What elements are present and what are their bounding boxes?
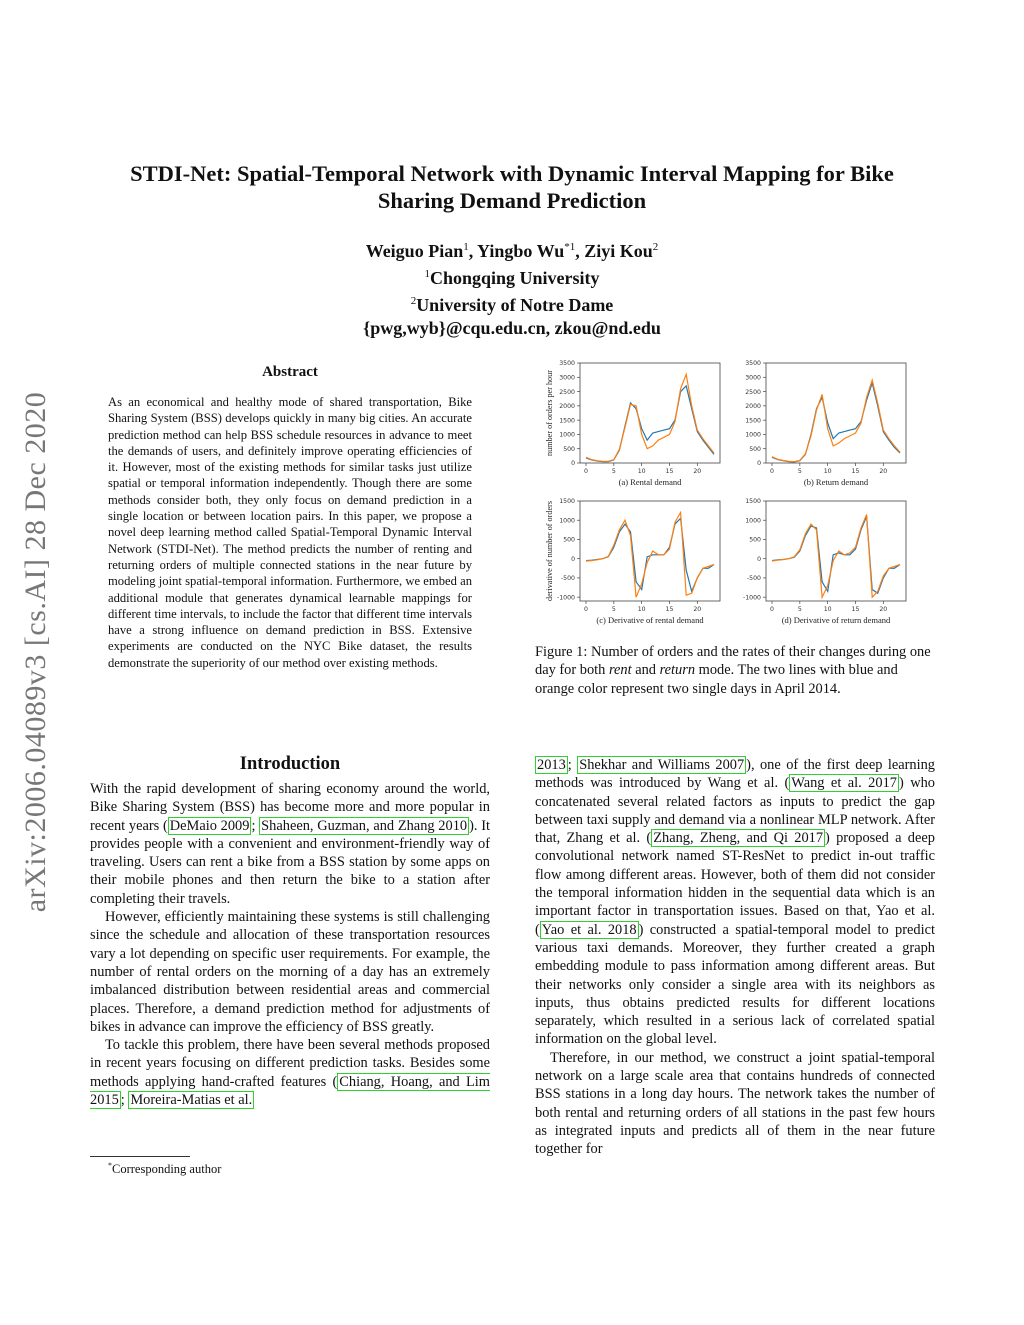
text-run: ) who concatenated several related factors as inputs to predict the gap between taxi supply and demand via a nonlinear MLP network. After that, Zhang et al. ( — [535, 775, 935, 847]
plot-frame — [766, 363, 906, 463]
caption-italic-return: return — [659, 662, 696, 679]
x-tick-label: 0 — [770, 606, 774, 613]
citation-link[interactable]: Yao et al. 2018 — [541, 921, 637, 938]
y-tick-label: 2500 — [745, 388, 761, 396]
y-tick-label: 1000 — [745, 517, 761, 525]
x-tick-label: 10 — [823, 468, 832, 475]
x-tick-label: 15 — [665, 468, 674, 475]
text-run: ) proposed a deep convolutional network named ST-ResNet to predict in-out traffic flow among different areas. However, both of them did not consider the temporal information hidden in the sequential data which is an important factor in transportation issues. Based on that, Yao et al. ( — [535, 830, 935, 938]
abstract-text: As an economical and healthy mode of shared transportation, Bike Sharing System (BSS) develops quickly in many big cities. An accurate prediction method can help BSS schedule resources in advance to meet the demands of users, and definitely improve operating efficiencies of it. However, most of the existing methods for similar tasks just utilize spatial or temporal information independently. Though there are some methods consider both, they only focus on demand prediction in a single location or between location pairs. In this paper, we propose a novel deep learning method called Spatial-Temporal Dynamic Interval Network (STDI-Net). The method predicts the number of renting and returning orders of multiple connected stations in the near future by modeling joint spatial-temporal information. Furthermore, we embed an additional module that generates dynamical learnable mappings for different time intervals, to include the factor that different time intervals have a strong influence on demand prediction in BSS. Extensive experiments are conducted on the NYC Bike dataset, the results demonstrate the superiority of our method over existing methods. — [108, 395, 472, 670]
y-axis-label: number of orders per hour — [545, 370, 554, 456]
y-tick-label: 3500 — [559, 360, 575, 368]
title-line-2: Sharing Demand Prediction — [377, 188, 647, 213]
author-block — [80, 236, 944, 340]
text-run: and — [631, 662, 660, 679]
y-tick-label: 1500 — [559, 498, 575, 506]
affiliation-2-name: University of Notre Dame — [416, 295, 614, 315]
x-tick-label: 20 — [879, 606, 888, 613]
y-tick-label: 3000 — [559, 374, 575, 382]
chart-panel — [745, 360, 906, 487]
intro-paragraph-1 — [90, 780, 490, 908]
text-run: mode. The two lines with blue and orange color represent two single days in April 2014. — [535, 662, 898, 697]
text-run: ) constructed a spatial-temporal model to predict various taxi demands. Moreover, they further created a graph embedding module to pass information among different areas. But their networks only consider a single area with its neighbors as inputs, thus obtains predicted results for different locations separately, which resulted in a serious lack of correlated spatial information on the global level. — [535, 921, 935, 1048]
figure-1-caption — [535, 643, 935, 698]
x-tick-label: 0 — [584, 468, 588, 475]
figure-1-plots — [540, 355, 940, 630]
author-emails: {pwg,wyb}@cqu.edu.cn, zkou@nd.edu — [363, 318, 661, 338]
y-tick-label: 0 — [757, 460, 761, 468]
series-line — [772, 383, 900, 462]
affiliation-2-sup: 2 — [410, 295, 417, 307]
series-line — [586, 518, 714, 591]
author-1: Weiguo Pian — [365, 241, 464, 261]
citation-link[interactable]: 2013 — [537, 757, 566, 773]
x-tick-label: 15 — [851, 468, 860, 475]
y-tick-label: 3500 — [745, 360, 761, 368]
text-run: To tackle this problem, there have been several methods proposed in recent years focusing on different prediction tasks. Besides some methods applying hand-crafted features ( — [90, 1037, 490, 1090]
citation-link[interactable]: DeMaio 2009 — [169, 817, 250, 834]
text-run: ; — [251, 817, 260, 834]
footnote — [108, 1161, 221, 1177]
x-tick-label: 5 — [797, 606, 802, 613]
x-tick-label: 5 — [611, 468, 616, 475]
title-line-1: STDI-Net: Spatial-Temporal Network with Dynamic Interval Mapping for Bike — [130, 161, 894, 186]
y-tick-label: 500 — [749, 445, 761, 453]
y-tick-label: 2000 — [559, 403, 575, 411]
x-tick-label: 10 — [637, 606, 646, 613]
y-tick-label: -500 — [560, 575, 575, 583]
y-tick-label: 1500 — [559, 417, 575, 425]
affiliation-1-name: Chongqing University — [429, 268, 600, 288]
text-run: ; — [120, 1092, 129, 1109]
author-names: Weiguo Pian$^1$, Yingbo Wu$^{*1}$, Ziyi Kou$^2$ — [365, 241, 659, 261]
affiliation-2 — [80, 290, 944, 317]
left-column — [90, 780, 490, 1109]
affiliation-1-sup: 1 — [424, 268, 430, 280]
citation-link[interactable]: Shekhar and Williams 2007 — [579, 757, 745, 773]
figure-1 — [540, 355, 940, 630]
subplot-caption: (d) Derivative of return demand — [781, 615, 891, 625]
series-line — [586, 513, 714, 598]
text-run: ). It provides people with a convenient and environment-friendly way of traveling. Users can rent a bike from a BSS station by some apps on their mobile phones and then return the bike to a station after completing their travels. — [90, 817, 490, 907]
x-tick-label: 20 — [693, 606, 702, 613]
x-tick-label: 20 — [879, 468, 888, 475]
plot-frame — [580, 501, 720, 601]
y-tick-label: 500 — [563, 536, 575, 544]
right-paragraph-2: Therefore, in our method, we construct a joint spatial-temporal network on a large scale area that contains hundreds of connected BSS stations in a long day hours. The network takes the number of both rental and returning orders of all stations in the past few hours as integrated inputs and predicts all of them in the near future together for — [535, 1049, 935, 1158]
chart-panel — [743, 498, 906, 625]
series-line — [586, 386, 714, 462]
x-tick-label: 20 — [693, 468, 702, 475]
abstract-heading: Abstract — [262, 364, 318, 380]
right-paragraph-1 — [535, 756, 935, 1049]
affiliation-1 — [80, 263, 944, 290]
x-tick-label: 5 — [797, 468, 802, 475]
author-2-sup: *1 — [564, 241, 576, 253]
chart-panel — [545, 360, 720, 487]
author-3: Ziyi Kou — [584, 241, 653, 261]
citation-link[interactable]: Wang et al. 2017 — [791, 775, 897, 792]
subplot-caption: (b) Return demand — [803, 477, 869, 487]
plot-frame — [766, 501, 906, 601]
x-tick-label: 10 — [823, 606, 832, 613]
paper-title — [80, 160, 944, 214]
y-tick-label: 1000 — [559, 431, 575, 439]
footnote-text: Corresponding author — [112, 1162, 222, 1177]
y-tick-label: 0 — [571, 460, 575, 468]
intro-paragraph-2: However, efficiently maintaining these systems is still challenging since the schedule and allocation of these transportation resources vary a lot depending on specific user requirements. For example, the number of rental orders on the morning of a day has an extremely imbalanced distribution between residential areas and commercial places. Therefore, a demand prediction method for adjustments of bikes in advance can improve the efficiency of BSS greatly. — [90, 909, 490, 1035]
y-tick-label: 0 — [757, 555, 761, 563]
x-tick-label: 0 — [770, 468, 774, 475]
y-tick-label: 500 — [749, 536, 761, 544]
citation-link[interactable]: Chiang, Hoang, and Lim 2015 — [90, 1073, 491, 1109]
plot-frame — [580, 363, 720, 463]
y-tick-label: 2000 — [745, 403, 761, 411]
x-tick-label: 15 — [665, 606, 674, 613]
text-run: ; — [567, 757, 578, 773]
citation-link[interactable]: Zhang, Zheng, and Qi 2017 — [653, 830, 824, 847]
series-line — [772, 380, 900, 462]
text-run: Figure 1: Number of orders and the rates of their changes during one day for both — [535, 644, 931, 679]
y-tick-label: 500 — [563, 445, 575, 453]
author-2: Yingbo Wu — [477, 241, 565, 261]
y-tick-label: -1000 — [743, 594, 761, 602]
y-tick-label: 1000 — [745, 431, 761, 439]
intro-paragraph-3 — [90, 1036, 490, 1109]
y-axis-label: derivative of number of orders — [545, 500, 554, 602]
x-tick-label: 5 — [611, 606, 616, 613]
footnote-marker: * — [108, 1161, 112, 1170]
series-line — [586, 374, 714, 461]
introduction-heading: Introduction — [239, 754, 341, 774]
y-tick-label: -1000 — [557, 594, 575, 602]
y-tick-label: 1000 — [559, 517, 575, 525]
author-3-sup: 2 — [652, 241, 659, 253]
author-1-sup: 1 — [463, 241, 469, 253]
chart-panel — [545, 498, 720, 625]
citation-link[interactable]: Moreira-Matias et al. — [130, 1092, 253, 1109]
text-run: ), one of the first deep learning methods was introduced by Wang et al. ( — [535, 757, 935, 792]
footnote-rule — [90, 1156, 190, 1157]
y-tick-label: -500 — [746, 575, 761, 583]
y-tick-label: 0 — [571, 555, 575, 563]
subplot-caption: (a) Rental demand — [618, 477, 682, 487]
x-tick-label: 10 — [637, 468, 646, 475]
y-tick-label: 3000 — [745, 374, 761, 382]
arxiv-identifier: arXiv:2006.04089v3 [cs.AI] 28 Dec 2020 — [19, 391, 52, 913]
caption-italic-rent: rent — [608, 662, 632, 679]
x-tick-label: 15 — [851, 606, 860, 613]
y-tick-label: 1500 — [745, 498, 761, 506]
y-tick-label: 2500 — [559, 388, 575, 396]
right-column — [535, 756, 935, 1159]
text-run: With the rapid development of sharing economy around the world, Bike Sharing System (BSS) has become more and more popular in recent years ( — [90, 781, 490, 834]
subplot-caption: (c) Derivative of rental demand — [596, 615, 704, 625]
x-tick-label: 0 — [584, 606, 588, 613]
y-tick-label: 1500 — [745, 417, 761, 425]
citation-link[interactable]: Shaheen, Guzman, and Zhang 2010 — [261, 817, 468, 834]
